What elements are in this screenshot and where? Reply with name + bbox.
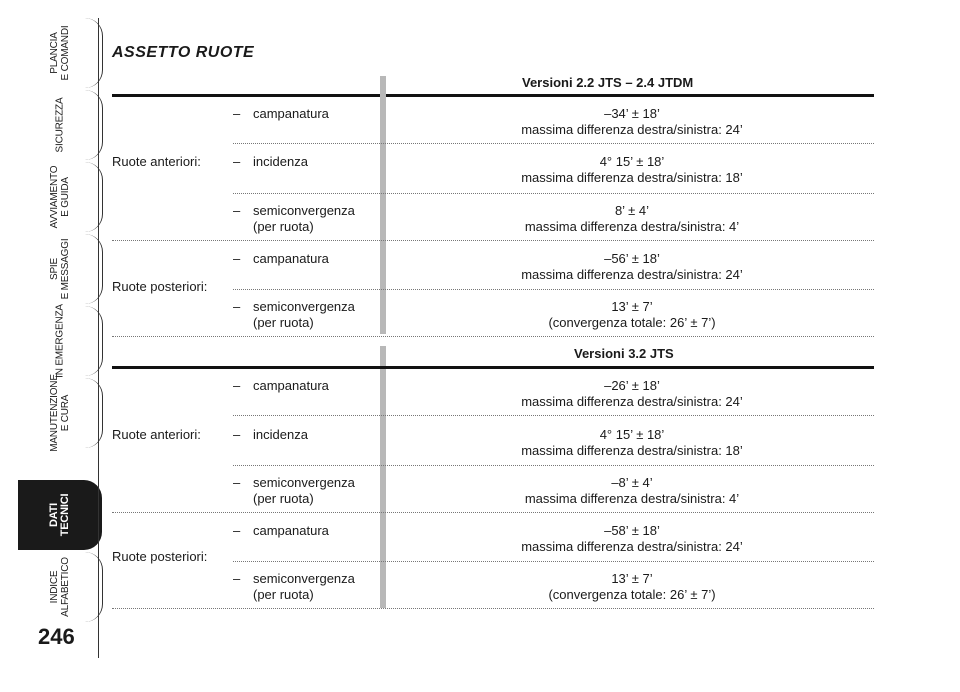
note: (convergenza totale: 26’ ± 7’) [548, 315, 716, 330]
rear-wheels-label: Ruote posteriori: [112, 549, 208, 564]
tab-plancia-e-comandi[interactable] [18, 18, 103, 88]
page-number: 246 [38, 624, 75, 649]
value: –26’ ± 18’ [604, 378, 660, 393]
front-wheels-label: Ruote anteriori: [112, 427, 201, 442]
rear-wheels-label: Ruote posteriori: [112, 279, 208, 294]
tab-indice-alfabetico[interactable] [18, 552, 103, 622]
value-block [390, 251, 874, 283]
value: 4° 15’ ± 18’ [599, 427, 665, 442]
value: –8’ ± 4’ [611, 475, 653, 490]
note: massima differenza destra/sinistra: 24’ [521, 539, 743, 554]
note: massima differenza destra/sinistra: 24’ [521, 394, 743, 409]
sidebar-divider [98, 18, 99, 658]
value: 4° 15’ ± 18’ [599, 154, 665, 169]
note: massima differenza destra/sinistra: 24’ [521, 267, 743, 282]
param-toe: – semiconvergenza (per ruota) [233, 571, 355, 602]
section2-heading: Versioni 3.2 JTS [574, 346, 674, 361]
column-divider [380, 346, 386, 608]
tab-sicurezza[interactable] [18, 90, 103, 160]
note: massima differenza destra/sinistra: 18’ [521, 170, 743, 185]
tab-label: MANUTENZIONE E CURA [49, 374, 71, 452]
value-block [390, 378, 874, 410]
row-separator [233, 465, 874, 466]
row-separator [233, 143, 874, 144]
tab-label: IN EMERGENZA [54, 304, 66, 378]
param-toe: – semiconvergenza (per ruota) [233, 299, 355, 330]
note: (convergenza totale: 26’ ± 7’) [548, 587, 716, 602]
section1-rule [112, 94, 874, 97]
value-block [390, 571, 874, 603]
value-block [390, 154, 874, 186]
section-end-separator [112, 336, 874, 337]
section2-rule [112, 366, 874, 369]
tab-spie-e-messaggi[interactable] [18, 234, 103, 304]
section1-heading: Versioni 2.2 JTS – 2.4 JTDM [522, 75, 694, 90]
tab-label: INDICE ALFABETICO [49, 557, 71, 617]
param-toe: – semiconvergenza (per ruota) [233, 203, 355, 234]
value-block [390, 523, 874, 555]
value: –56’ ± 18’ [604, 251, 660, 266]
section-end-separator [112, 608, 874, 609]
value: 8’ ± 4’ [614, 203, 650, 218]
value-block [390, 106, 874, 138]
value-block [390, 299, 874, 331]
note: massima differenza destra/sinistra: 24’ [521, 122, 743, 137]
tab-label: SPIE E MESSAGGI [49, 238, 71, 300]
tab-manutenzione-e-cura[interactable] [18, 374, 103, 452]
tab-label: SICUREZZA [54, 97, 66, 153]
row-separator [233, 415, 874, 416]
row-separator [233, 289, 874, 290]
tab-dati-tecnici[interactable] [18, 480, 102, 550]
param-caster: – incidenza [233, 427, 308, 442]
tab-label: DATI TECNICI [48, 493, 71, 537]
row-separator [233, 193, 874, 194]
param-toe: – semiconvergenza (per ruota) [233, 475, 355, 506]
param-camber: – campanatura [233, 251, 329, 266]
row-separator [233, 561, 874, 562]
tab-avviamento-e-guida[interactable] [18, 162, 103, 232]
tab-label: AVVIAMENTO E GUIDA [49, 165, 71, 229]
value: 13’ ± 7’ [611, 571, 653, 586]
value: –34’ ± 18’ [604, 106, 660, 121]
value: –58’ ± 18’ [604, 523, 660, 538]
param-camber: – campanatura [233, 378, 329, 393]
tab-in-emergenza[interactable] [18, 306, 103, 376]
group-separator [112, 512, 874, 513]
page-title: ASSETTO RUOTE [112, 44, 255, 61]
note: massima differenza destra/sinistra: 4’ [524, 219, 740, 234]
value-block [390, 475, 874, 507]
group-separator [112, 240, 874, 241]
param-caster: – incidenza [233, 154, 308, 169]
chapter-tabs [18, 18, 104, 658]
value: 13’ ± 7’ [611, 299, 653, 314]
param-camber: – campanatura [233, 523, 329, 538]
tab-label: PLANCIA E COMANDI [49, 25, 71, 81]
note: massima differenza destra/sinistra: 4’ [524, 491, 740, 506]
column-divider [380, 76, 386, 334]
front-wheels-label: Ruote anteriori: [112, 154, 201, 169]
value-block [390, 203, 874, 235]
note: massima differenza destra/sinistra: 18’ [521, 443, 743, 458]
value-block [390, 427, 874, 459]
param-camber: – campanatura [233, 106, 329, 121]
